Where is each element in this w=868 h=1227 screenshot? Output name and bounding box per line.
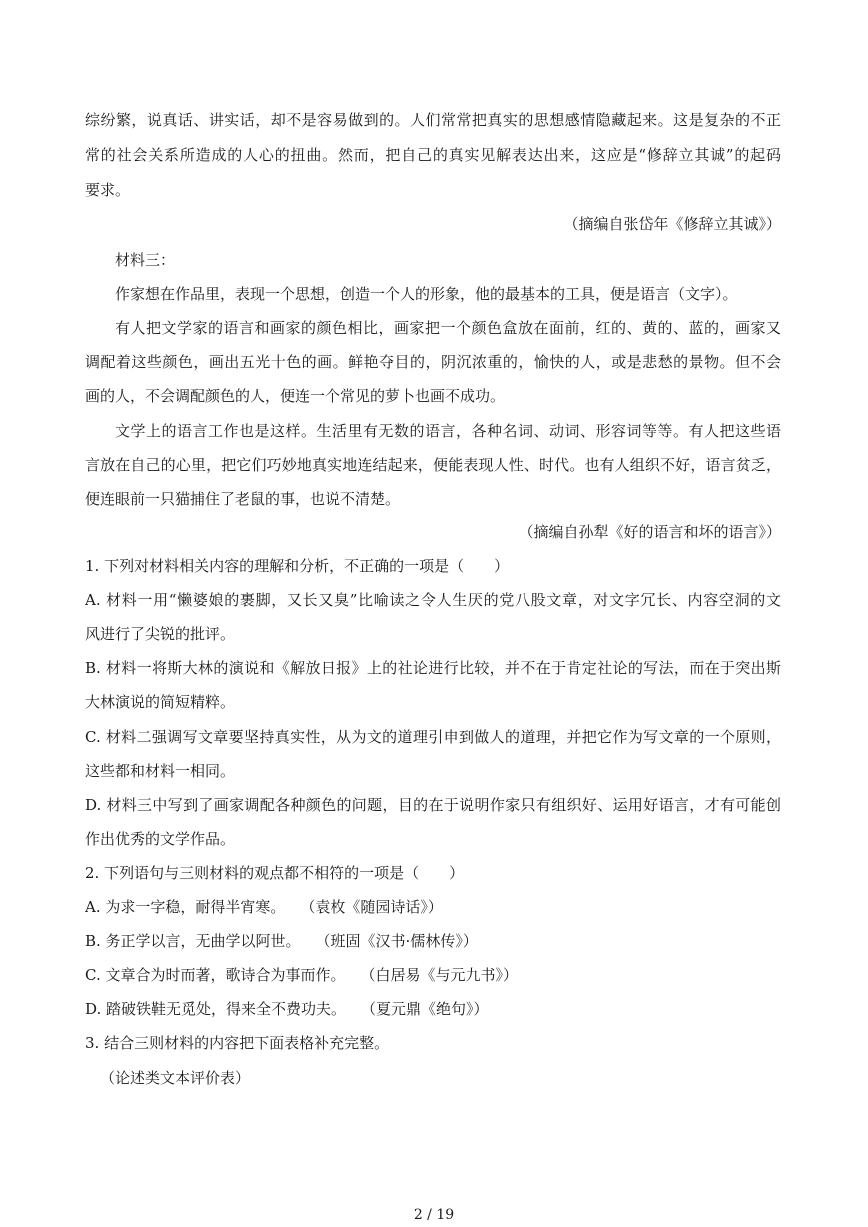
question-1-option-b-line-1: B. 材料一将斯大林的演说和《解放日报》上的社论进行比较，并不在于肯定社论的写法，而在于突出斯 — [85, 659, 781, 677]
material3-paragraph-1: 作家想在作品里，表现一个思想，创造一个人的形象，他的最基本的工具，便是语言（文字）。 — [115, 285, 738, 303]
question-1-option-a-line-2: 风进行了尖锐的批评。 — [85, 625, 236, 643]
question-1-option-c-line-2: 这些都和材料一相同。 — [85, 762, 236, 780]
material2-line-1: 综纷繁，说真话、讲实话，却不是容易做到的。人们常常把真实的思想感情隐藏起来。这是复杂的不正 — [85, 111, 781, 129]
question-3-table-caption: （论述类文本评价表） — [100, 1069, 251, 1087]
material3-paragraph-2-line-1: 有人把文学家的语言和画家的颜色相比，画家把一个颜色盒放在面前，红的、黄的、蓝的，画家又 — [115, 319, 781, 337]
material2-source: （摘编自张岱年《修辞立其诚》） — [563, 215, 781, 233]
material3-paragraph-3-line-2: 言放在自己的心里，把它们巧妙地真实地连结起来，便能表现人性、时代。也有人组织不好，语言贫乏， — [85, 456, 781, 474]
material3-heading: 材料三： — [115, 251, 176, 269]
question-1-option-d-line-1: D. 材料三中写到了画家调配各种颜色的问题，目的在于说明作家只有组织好、运用好语言，才有可能创 — [85, 796, 781, 814]
question-1-option-c-line-1: C. 材料二强调写文章要坚持真实性，从为文的道理引申到做人的道理，并把它作为写文章的一个原则， — [85, 728, 781, 746]
material3-source: （摘编自孙犁《好的语言和坏的语言》） — [518, 523, 781, 541]
material2-line-2: 常的社会关系所造成的人心的扭曲。然而，把自己的真实见解表达出来，这应是“修辞立其诚”的起码 — [85, 146, 781, 164]
question-1-option-b-line-2: 大林演说的简短精粹。 — [85, 693, 236, 711]
material3-paragraph-3-line-3: 便连眼前一只猫捕住了老鼠的事，也说不清楚。 — [85, 490, 401, 508]
material3-paragraph-2-line-2: 调配着这些颜色，画出五光十色的画。鲜艳夺目的，阴沉浓重的，愉快的人，或是悲愁的景物。但不会 — [85, 353, 781, 371]
question-2-option-d: D. 踏破铁鞋无觅处，得来全不费功夫。 （夏元鼎《绝句》） — [85, 1000, 489, 1018]
question-2-stem: 2. 下列语句与三则材料的观点都不相符的一项是（ ） — [85, 864, 465, 882]
page-number: 2 / 19 — [413, 1207, 455, 1223]
question-2-option-b: B. 务正学以言，无曲学以阿世。 （班固《汉书·儒林传》） — [85, 932, 478, 950]
question-3-stem: 3. 结合三则材料的内容把下面表格补充完整。 — [85, 1034, 390, 1052]
question-1-option-a-line-1: A. 材料一用“懒婆娘的裹脚，又长又臭”比喻读之令人生厌的党八股文章，对文字冗长、内容空洞的文 — [85, 591, 781, 609]
material3-paragraph-3-line-1: 文学上的语言工作也是这样。生活里有无数的语言，各种名词、动词、形容词等等。有人把这些语 — [115, 422, 781, 440]
question-1-option-d-line-2: 作出优秀的文学作品。 — [85, 830, 236, 848]
material3-paragraph-2-line-3: 画的人，不会调配颜色的人，便连一个常见的萝卜也画不成功。 — [85, 387, 506, 405]
question-2-option-a: A. 为求一字稳，耐得半宵寒。 （袁枚《随园诗话》） — [85, 898, 443, 916]
material2-line-3: 要求。 — [85, 181, 131, 199]
question-2-option-c: C. 文章合为时而著，歌诗合为事而作。 （白居易《与元九书》） — [85, 966, 518, 984]
question-1-stem: 1. 下列对材料相关内容的理解和分析，不正确的一项是（ ） — [85, 557, 510, 575]
